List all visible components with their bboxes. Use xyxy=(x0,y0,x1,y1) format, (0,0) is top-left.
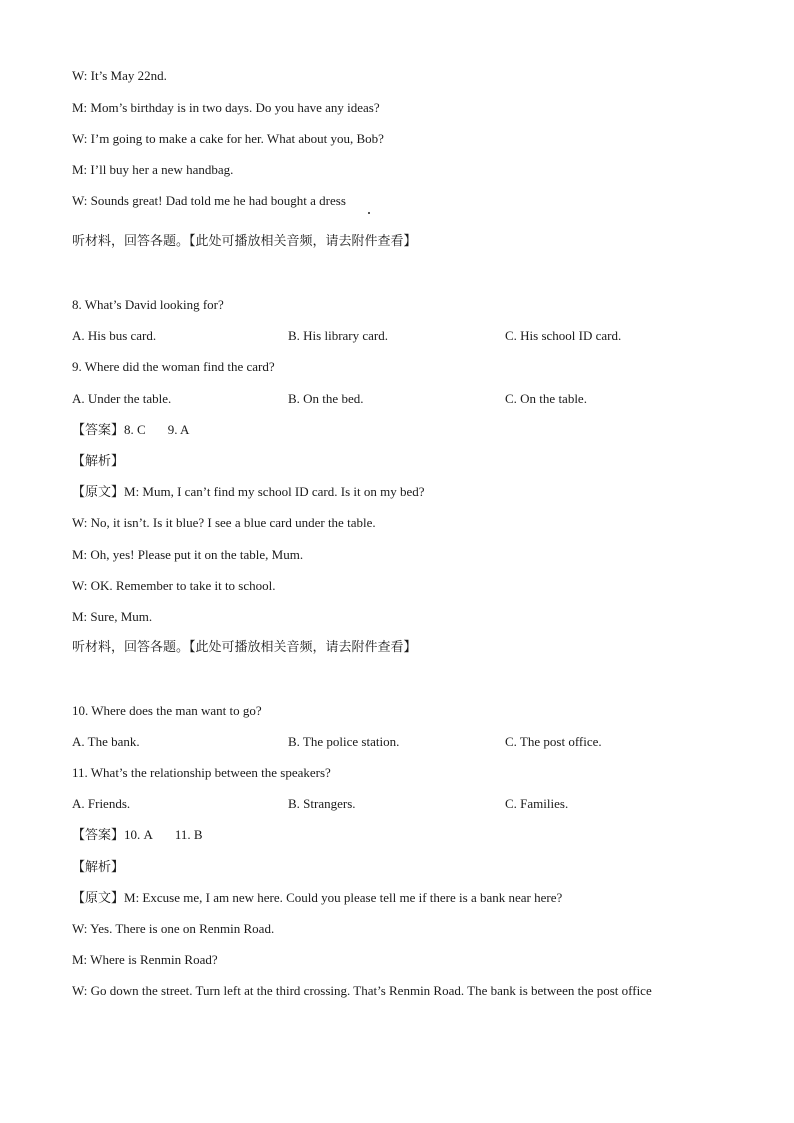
answer-9: 9. A xyxy=(167,422,190,437)
question-9: 9. Where did the woman find the card? xyxy=(72,359,275,374)
analysis-tag xyxy=(72,859,124,876)
transcript-line: W: Go down the street. Turn left at the third crossing. That’s Renmin Road. The bank is between the post office xyxy=(72,983,652,998)
analysis-label: 【解析】 xyxy=(72,454,125,469)
audio-note: 听材料，回答各题。【此处可播放相关音频，请去附件查看】 xyxy=(72,640,417,655)
dialogue-line: W: Sounds great! Dad told me he had bought a dress xyxy=(72,193,346,208)
analysis-label: 【解析】 xyxy=(72,860,125,875)
analysis-tag xyxy=(72,453,124,470)
transcript-line: M: Excuse me, I am new here. Could you please tell me if there is a bank near here? xyxy=(124,890,563,905)
q9-option-a: A. Under the table. xyxy=(72,391,172,406)
transcript-line: M: Mum, I can’t find my school ID card. Is it on my bed? xyxy=(124,484,425,499)
q8-option-c: C. His school ID card. xyxy=(505,328,622,343)
q9-option-b: B. On the bed. xyxy=(288,391,364,406)
q11-option-a: A. Friends. xyxy=(72,796,131,811)
answer-line xyxy=(72,827,203,844)
q11-option-c: C. Families. xyxy=(505,796,569,811)
answer-11: 11. B xyxy=(174,827,203,842)
original-text-line xyxy=(72,484,425,501)
transcript-line: W: No, it isn’t. Is it blue? I see a blue card under the table. xyxy=(72,515,376,530)
q10-option-a: A. The bank. xyxy=(72,734,140,749)
q10-option-b: B. The police station. xyxy=(288,734,400,749)
dialogue-line: W: It’s May 22nd. xyxy=(72,68,167,83)
original-tag: 【原文】 xyxy=(72,891,125,906)
transcript-line: M: Where is Renmin Road? xyxy=(72,952,218,967)
original-text-line xyxy=(72,890,562,907)
q9-option-c: C. On the table. xyxy=(505,391,587,406)
q8-option-a: A. His bus card. xyxy=(72,328,157,343)
q11-option-b: B. Strangers. xyxy=(288,796,356,811)
q10-option-c: C. The post office. xyxy=(505,734,602,749)
question-10: 10. Where does the man want to go? xyxy=(72,703,262,718)
dialogue-line: M: Mom’s birthday is in two days. Do you have any ideas? xyxy=(72,100,380,115)
answer-8: 8. C xyxy=(124,422,146,437)
transcript-line: W: Yes. There is one on Renmin Road. xyxy=(72,921,275,936)
answer-line xyxy=(72,422,189,439)
dialogue-line: M: I’ll buy her a new handbag. xyxy=(72,162,234,177)
answer-tag: 【答案】 xyxy=(72,423,125,438)
original-tag: 【原文】 xyxy=(72,485,125,500)
question-8: 8. What’s David looking for? xyxy=(72,297,224,312)
answer-tag: 【答案】 xyxy=(72,828,125,843)
question-11: 11. What’s the relationship between the speakers? xyxy=(72,765,331,780)
audio-note: 听材料，回答各题。【此处可播放相关音频，请去附件查看】 xyxy=(72,234,417,249)
transcript-line: M: Sure, Mum. xyxy=(72,609,153,624)
dialogue-line: W: I’m going to make a cake for her. What about you, Bob? xyxy=(72,131,384,146)
stray-dot xyxy=(368,212,370,214)
transcript-line: M: Oh, yes! Please put it on the table, Mum. xyxy=(72,547,304,562)
answer-10: 10. A xyxy=(124,827,153,842)
transcript-line: W: OK. Remember to take it to school. xyxy=(72,578,276,593)
q8-option-b: B. His library card. xyxy=(288,328,389,343)
